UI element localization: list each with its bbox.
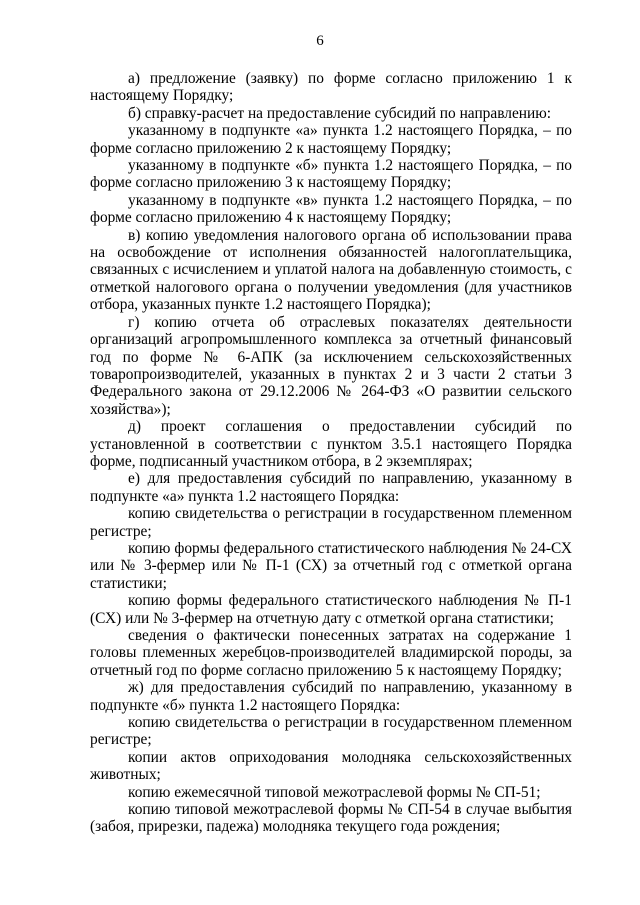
paragraph: копию типовой межотраслевой формы № СП-54 в случае выбытия (забоя, прирезки, падежа) молодняка текущего года рождения; xyxy=(90,801,572,836)
paragraph: б) справку-расчет на предоставление субсидий по направлению: xyxy=(128,104,552,122)
document-body xyxy=(90,70,572,836)
paragraph: указанному в подпункте «в» пункта 1.2 настоящего Порядка, – по форме согласно приложению 4 к настоящему Порядку; xyxy=(90,191,572,227)
page-number: 6 xyxy=(316,33,324,49)
paragraph: ж) для предоставления субсидий по направлению, указанному в подпункте «б» пункта 1.2 настоящего Порядка: xyxy=(90,679,572,714)
paragraph: копию формы федерального статистического наблюдения № 24-СХ или № 3-фермер или № П-1 (СХ) за отчетный год с отметкой органа статистики; xyxy=(90,539,572,592)
paragraph: указанному в подпункте «а» пункта 1.2 настоящего Порядка, – по форме согласно приложению 2 к настоящему Порядку; xyxy=(90,122,572,157)
paragraph: е) для предоставления субсидий по направлению, указанному в подпункте «а» пункта 1.2 настоящего Порядка: xyxy=(90,470,572,505)
paragraph: копию свидетельства о регистрации в государственном племенном регистре; xyxy=(90,505,572,540)
paragraph: копию формы федерального статистического наблюдения № П-1 (СХ) или № 3-фермер на отчетную дату с отметкой органа статистики; xyxy=(90,592,572,627)
paragraph: копии актов оприходования молодняка сельскохозяйственных животных; xyxy=(90,748,572,784)
paragraph: а) предложение (заявку) по форме согласно приложению 1 к настоящему Порядку; xyxy=(90,70,572,105)
paragraph: указанному в подпункте «б» пункта 1.2 настоящего Порядка, – по форме согласно приложению 3 к настоящему Порядку; xyxy=(90,157,572,192)
paragraph: сведения о фактически понесенных затратах на содержание 1 головы племенных жеребцов-производителей владимирской породы, за отчетный год по форме согласно приложению 5 к настоящему Порядку; xyxy=(90,627,572,679)
paragraph: д) проект соглашения о предоставлении субсидий по установленной в соответствии с пунктом 3.5.1 настоящего Порядка форме, подписанный участником отбора, в 2 экземплярах; xyxy=(90,418,572,470)
paragraph: г) копию отчета об отраслевых показателях деятельности организаций агропромышленного комплекса за отчетный финансовый год по форме № 6-АПК (за исключением сельскохозяйственных товаропроизводителей, указанных в пунктах 2 и 3 части 2 статьи 3 Федерального закона от 29.12.2006 № 264-ФЗ «О развитии сельского хозяйства»); xyxy=(90,313,572,418)
paragraph: копию свидетельства о регистрации в государственном племенном регистре; xyxy=(90,714,572,749)
paragraph: копию ежемесячной типовой межотраслевой формы № СП-51; xyxy=(128,783,541,801)
paragraph: в) копию уведомления налогового органа об использовании права на освобождение от исполнения обязанностей налогоплательщика, связанных с исчислением и уплатой налога на добавленную стоимость, с отметкой налогового органа о получении уведомления (для участников отбора, указанных пункте 1.2 настоящего Порядка); xyxy=(90,226,572,314)
